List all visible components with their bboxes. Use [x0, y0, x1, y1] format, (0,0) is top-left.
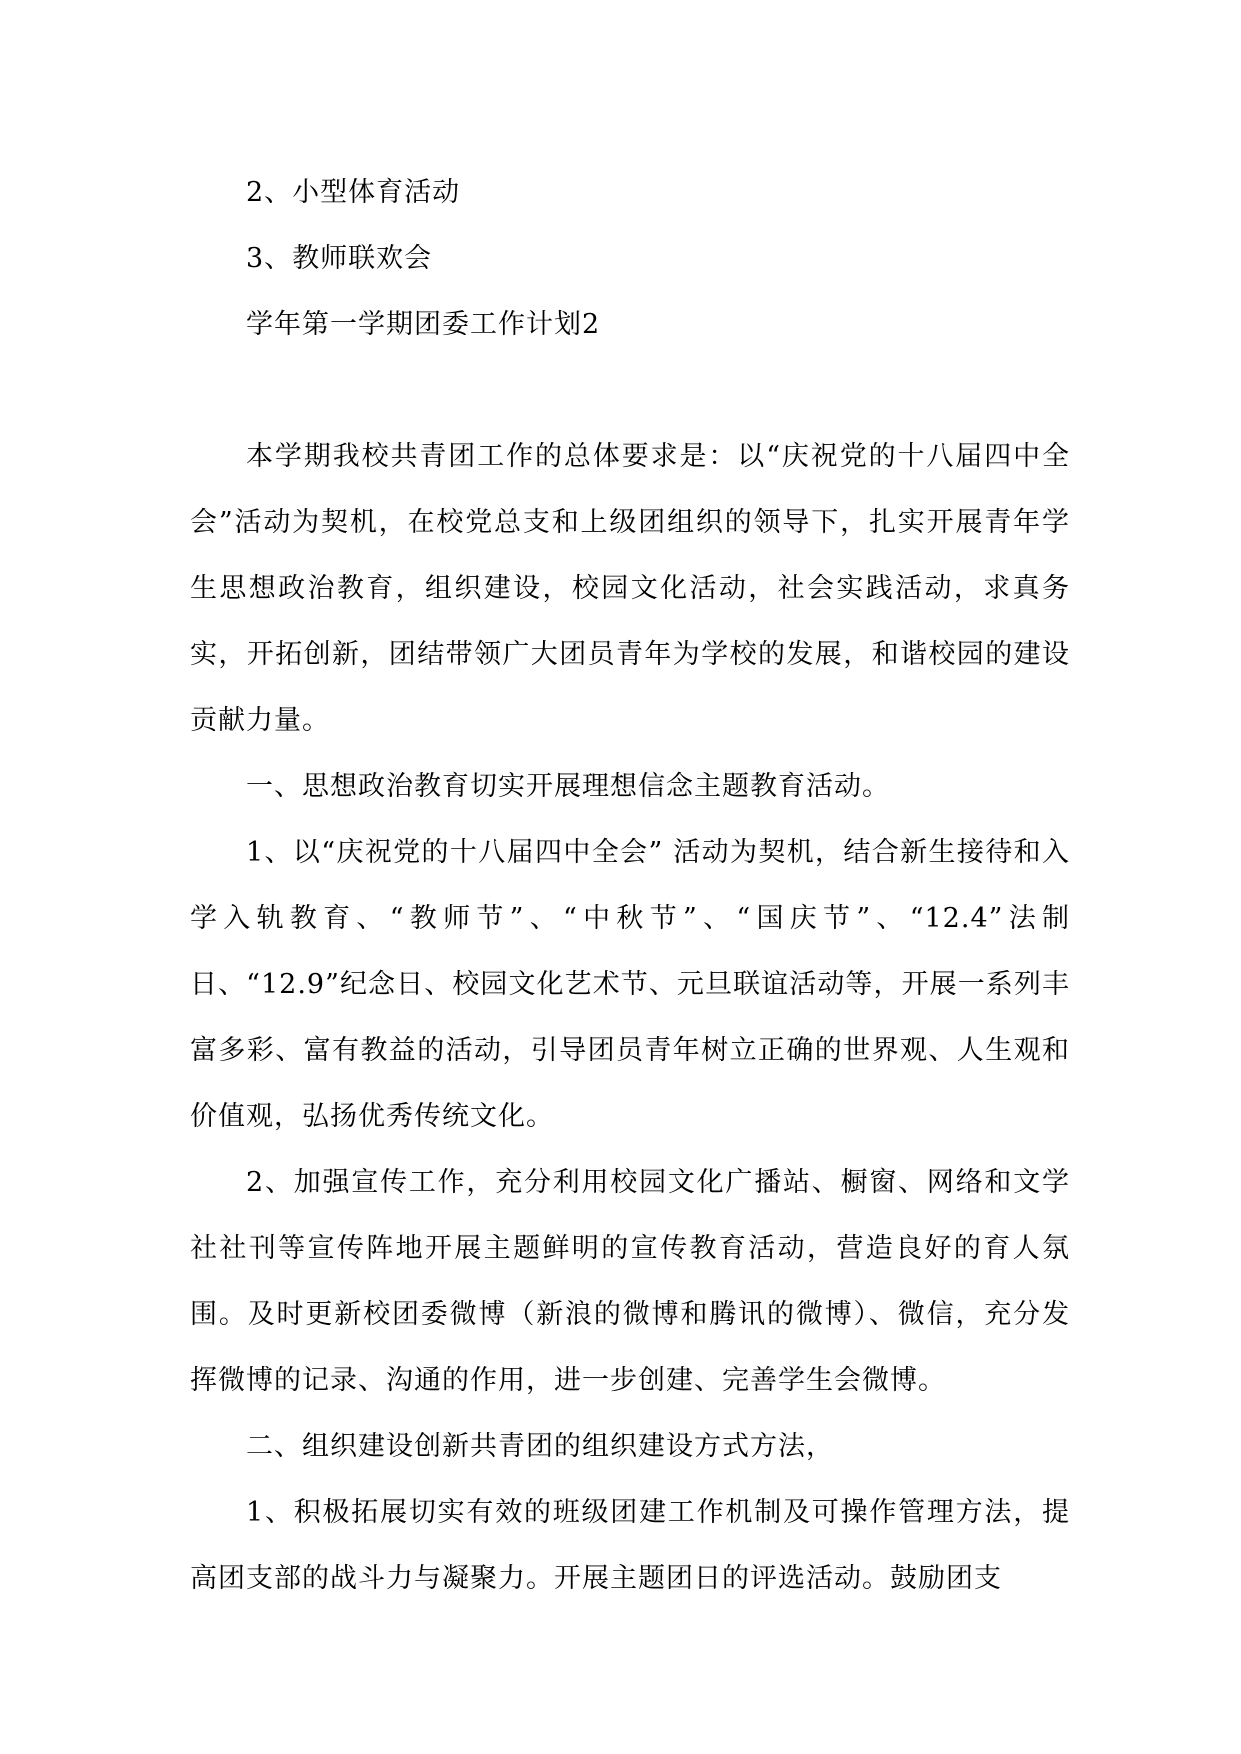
heading-organization: 二、组织建设创新共青团的组织建设方式方法，: [246, 1431, 834, 1462]
paragraph-ideology-1: 1、以“庆祝党的十八届四中全会” 活动为契机，结合新生接待和入学入轨教育、“教师节”、“中秋节”、“国庆节”、“12.4”法制日、“12.9”纪念日、校园文化艺术节、元旦联谊活动等，开展一系列丰富多彩、富有教益的活动，引导团员青年树立正确的世界观、人生观和价值观，弘扬优秀传统文化。: [190, 837, 1070, 1132]
document-body: [190, 160, 1070, 1612]
paragraph-overview: 本学期我校共青团工作的总体要求是：以“庆祝党的十八届四中全会”活动为契机，在校党总支和上级团组织的领导下，扎实开展青年学生思想政治教育，组织建设，校园文化活动，社会实践活动，求真务实，开拓创新，团结带领广大团员青年为学校的发展，和谐校园的建设贡献力量。: [190, 441, 1070, 736]
section-title: 学年第一学期团委工作计划2: [246, 309, 601, 340]
list-item-sports: 2、小型体育活动: [246, 177, 461, 208]
paragraph-organization-1: 1、积极拓展切实有效的班级团建工作机制及可操作管理方法，提高团支部的战斗力与凝聚力。开展主题团日的评选活动。鼓励团支: [190, 1497, 1070, 1594]
paragraph-ideology-2: 2、加强宣传工作，充分利用校园文化广播站、橱窗、网络和文学社社刊等宣传阵地开展主题鲜明的宣传教育活动，营造良好的育人氛围。及时更新校团委微博（新浪的微博和腾讯的微博）、微信，充分发挥微博的记录、沟通的作用，进一步创建、完善学生会微博。: [190, 1167, 1070, 1396]
heading-ideology: 一、思想政治教育切实开展理想信念主题教育活动。: [246, 771, 890, 802]
spacer: [190, 358, 1070, 424]
list-item-teacher-party: 3、教师联欢会: [246, 243, 433, 274]
